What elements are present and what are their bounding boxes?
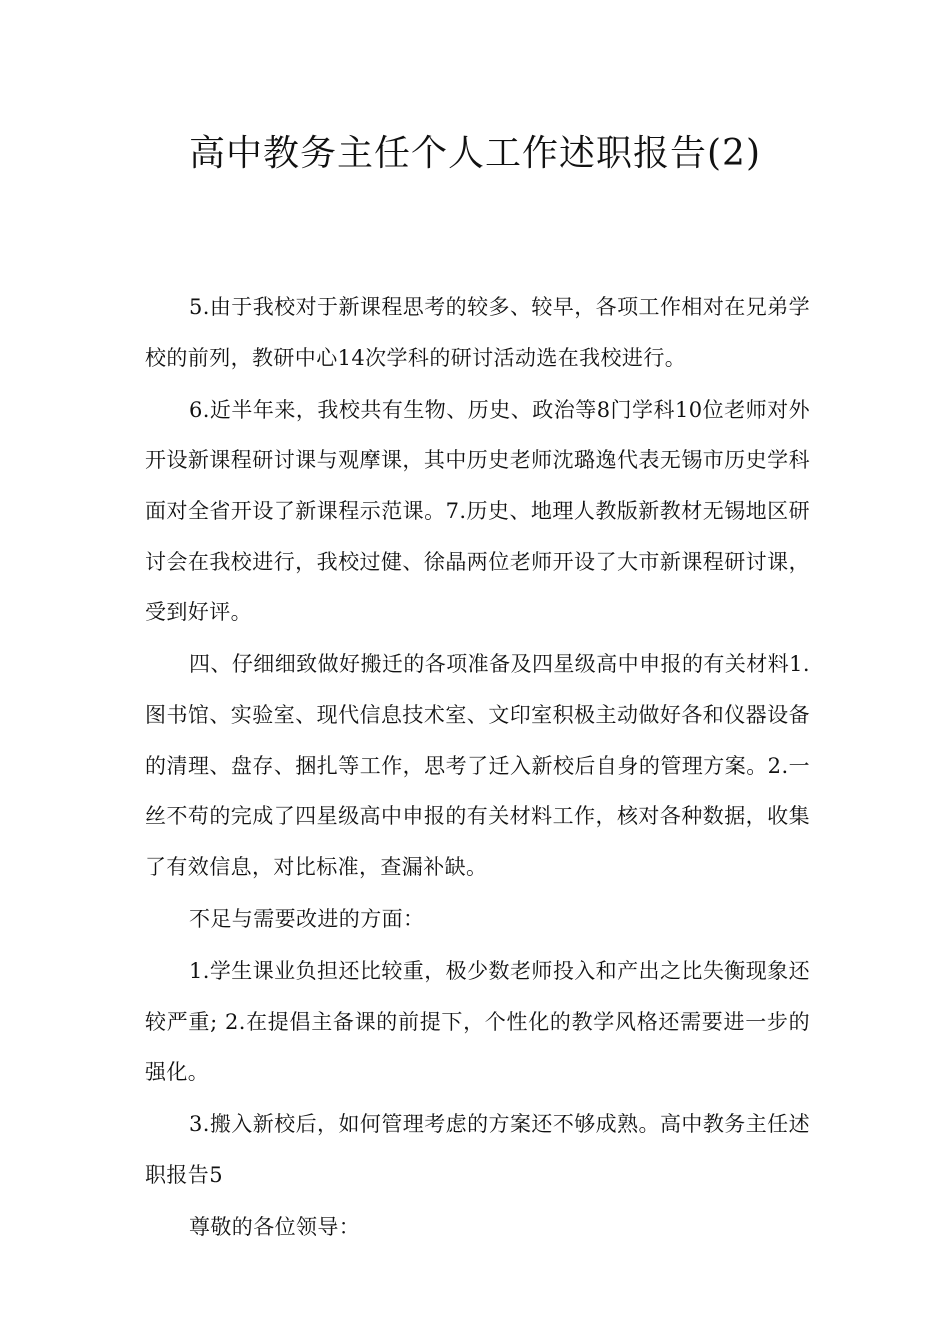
- document-title: 高中教务主任个人工作述职报告(2): [189, 133, 761, 174]
- document-body: [145, 282, 810, 1254]
- paragraph-item-5: 5.由于我校对于新课程思考的较多、较早，各项工作相对在兄弟学校的前列，教研中心14次学科的研讨活动选在我校进行。: [145, 295, 810, 370]
- paragraph-shortcomings-heading: 不足与需要改进的方面：: [189, 907, 425, 931]
- paragraph-shortcomings-1-2: 1.学生课业负担还比较重，极少数老师投入和产出之比失衡现象还较严重; 2.在提倡主备课的前提下，个性化的教学风格还需要进一步的强化。: [145, 958, 810, 1085]
- paragraph-shortcomings-3: 3.搬入新校后，如何管理考虑的方案还不够成熟。高中教务主任述职报告5: [145, 1112, 810, 1187]
- paragraph-salutation: 尊敬的各位领导：: [189, 1214, 361, 1239]
- paragraph-section-4: 四、仔细细致做好搬迁的各项准备及四星级高中申报的有关材料1.图书馆、实验室、现代信息技术室、文印室积极主动做好各和仪器设备的清理、盘存、捆扎等工作，思考了迁入新校后自身的管理方案。2.一丝不苟的完成了四星级高中申报的有关材料工作，核对各种数据，收集了有效信息，对比标准，查漏补缺。: [145, 652, 810, 880]
- paragraph-item-6-7: 6.近半年来，我校共有生物、历史、政治等8门学科10位老师对外开设新课程研讨课与观摩课，其中历史老师沈璐逸代表无锡市历史学科面对全省开设了新课程示范课。7.历史、地理人教版新教材无锡地区研讨会在我校进行，我校过健、徐晶两位老师开设了大市新课程研讨课，受到好评。: [145, 397, 810, 625]
